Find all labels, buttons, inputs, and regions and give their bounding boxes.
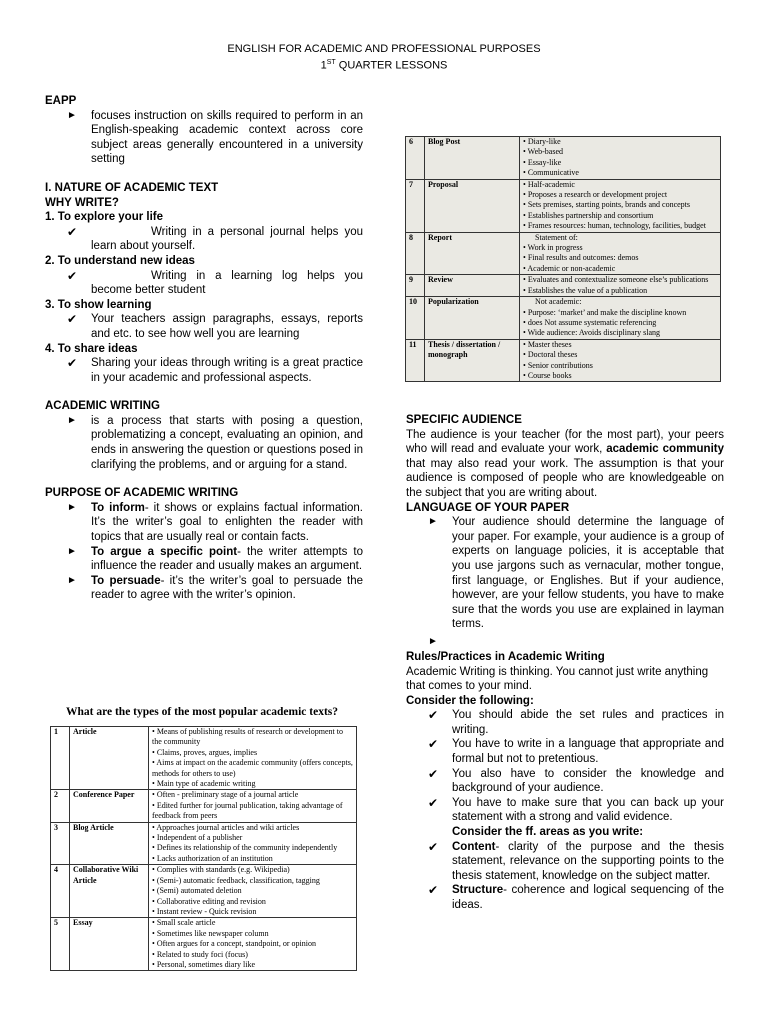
row-number: 3 [51, 822, 70, 865]
list-item-text: Evaluates and contextualize someone else’s publications [527, 275, 709, 285]
list-item [523, 211, 717, 221]
purpose-item [45, 501, 363, 545]
list-item [523, 318, 717, 328]
list-item [152, 758, 353, 779]
arrow-icon: ► [428, 516, 438, 528]
purpose-item [45, 574, 363, 603]
arrow-icon: ► [67, 574, 77, 586]
list-item-text: Approaches journal articles and wiki articles [156, 822, 300, 832]
purpose-text: - the writer attempts to influence the reader and usually makes an argument. [91, 545, 363, 573]
list-item [152, 748, 353, 758]
list-item-text: Master theses [527, 339, 572, 349]
list-item [152, 960, 353, 970]
list-item-text: Defines its relationship of the community independently [156, 843, 338, 853]
text-type-name: Report [425, 232, 520, 275]
check-icon: ✔ [428, 839, 439, 854]
list-item [523, 264, 717, 274]
eapp-text: focuses instruction on skills required to perform in an English-speaking academic context across core subject areas generally encountered in a university setting [91, 109, 363, 166]
language-item [406, 515, 724, 632]
list-item [523, 328, 717, 338]
reason-text: Your teachers assign paragraphs, essays, reports and etc. to see how well you are learning [91, 313, 363, 340]
table-caption: What are the types of the most popular academic texts? [66, 706, 339, 718]
audience-paragraph [406, 428, 724, 501]
list-item-text: Essay-like [527, 157, 562, 167]
list-item [152, 779, 353, 789]
arrow-icon: ► [428, 635, 438, 647]
list-item-text: does Not assume systematic referencing [527, 317, 657, 327]
text-type-description [149, 822, 357, 865]
text-type-description [149, 790, 357, 822]
eapp-definition [45, 109, 363, 167]
audience-text: that may also read your work. The assumption is that your audience is composed of people who are knowledgeable on the subject that you are writing about. [406, 457, 724, 499]
check-icon: ✔ [428, 766, 439, 781]
list-item-text: Senior contributions [527, 360, 593, 370]
table-row [406, 339, 721, 382]
list-item [523, 253, 717, 263]
text-type-description [520, 297, 721, 340]
areas-heading: Consider the ff. areas as you write: [452, 826, 644, 839]
list-item [152, 950, 353, 960]
arrow-icon: ► [67, 414, 77, 426]
list-item-text: Aims at impact on the academic community (offers concepts, methods for others to use) [152, 758, 353, 778]
language-text: Your audience should determine the language of your paper. For example, your audience is a group of experts on language policies, it is acceptable that you use jargons such as vernacular, mother tongue, first language, or Englishes. But if your audience, however, are your fellow students, you have to make sure that the words you use are explained in layman terms. [452, 516, 724, 631]
reason-heading: 4. To share ideas [45, 342, 138, 355]
left-column [45, 94, 363, 603]
consider-text: You should abide the set rules and practices in writing. [452, 709, 724, 736]
table-row [406, 297, 721, 340]
text-type-description [520, 137, 721, 180]
document-subtitle [0, 56, 768, 73]
empty-bullet [406, 632, 724, 650]
reason-item [45, 356, 363, 385]
subtitle-ordinal: ST [326, 59, 336, 66]
list-item [523, 243, 717, 253]
list-item-text: Half-academic [527, 179, 575, 189]
list-item-text: Course books [527, 370, 572, 380]
check-icon: ✔ [428, 708, 439, 723]
check-icon: ✔ [428, 883, 439, 898]
purpose-text: - it’s the writer’s goal to persuade the reader to agree with the writer’s opinion. [91, 574, 363, 602]
cell-lead: Statement of: [535, 232, 578, 242]
list-item [152, 886, 353, 896]
list-item [152, 918, 353, 928]
list-item [523, 168, 717, 178]
list-item [152, 833, 353, 843]
text-type-name: Proposal [425, 179, 520, 232]
arrow-icon: ► [67, 545, 77, 557]
table-row [406, 137, 721, 180]
row-number: 10 [406, 297, 425, 340]
table-row [51, 865, 357, 918]
list-item [523, 340, 717, 350]
document-title: ENGLISH FOR ACADEMIC AND PROFESSIONAL PURPOSES [227, 43, 541, 55]
rules-heading: Rules/Practices in Academic Writing [406, 650, 605, 663]
list-item [523, 180, 717, 190]
row-number: 5 [51, 918, 70, 971]
list-item-text: (Semi-) automatic feedback, classification, tagging [156, 875, 320, 885]
list-item-text: Frames resources: human, technology, facilities, budget [527, 221, 706, 231]
reason-heading: 1. To explore your life [45, 211, 164, 224]
list-item-text: Final results and outcomes: demos [527, 253, 639, 263]
text-type-name: Essay [70, 918, 149, 971]
list-item-text: Diary-like [527, 137, 561, 146]
list-item [152, 929, 353, 939]
list-item [523, 308, 717, 318]
list-item [152, 823, 353, 833]
text-type-description [520, 275, 721, 297]
text-type-description [149, 918, 357, 971]
list-item-text: Purpose: ‘market’ and make the discipline known [527, 307, 687, 317]
list-item [152, 907, 353, 917]
list-item [152, 727, 353, 748]
list-item-text: Small scale article [156, 918, 216, 928]
list-item [523, 221, 717, 231]
row-number: 9 [406, 275, 425, 297]
area-term: Content [452, 840, 496, 853]
row-number: 6 [406, 137, 425, 180]
check-icon: ✔ [67, 312, 78, 327]
list-item [523, 190, 717, 200]
reason-item [45, 225, 363, 254]
purpose-term: To inform [91, 501, 145, 514]
list-item [523, 371, 717, 381]
list-item [523, 350, 717, 360]
consider-item [406, 767, 724, 796]
text-type-description [149, 865, 357, 918]
text-type-name: Blog Post [425, 137, 520, 180]
check-icon: ✔ [428, 737, 439, 752]
consider-heading: Consider the following: [406, 694, 534, 707]
list-item-text: Lacks authorization of an institution [156, 853, 273, 863]
subtitle-number: 1 [320, 59, 327, 72]
list-item-text: Complies with standards (e.g. Wikipedia) [156, 865, 290, 875]
list-item-text: Wide audience: Avoids disciplinary slang [527, 328, 661, 338]
row-number: 2 [51, 790, 70, 822]
list-item [523, 286, 717, 296]
purpose-heading: PURPOSE OF ACADEMIC WRITING [45, 487, 239, 500]
table-row [51, 727, 357, 790]
list-item-text: Often argues for a concept, standpoint, or opinion [156, 939, 316, 949]
list-item [523, 200, 717, 210]
text-type-name: Review [425, 275, 520, 297]
academic-text-types-table [50, 726, 357, 971]
list-item-text: Proposes a research or development project [527, 190, 668, 200]
list-item-text: Establishes the value of a publication [527, 285, 648, 295]
list-item-text: Work in progress [527, 243, 583, 253]
list-item [152, 790, 353, 800]
table-row [406, 179, 721, 232]
list-item-text: Edited further for journal publication, taking advantage of feedback from peers [152, 800, 343, 821]
list-item-text: Means of publishing results of research or development to the community [152, 727, 343, 747]
reason-item [45, 269, 363, 298]
list-item [152, 854, 353, 864]
list-item-text: Doctoral theses [527, 350, 578, 360]
eapp-heading: EAPP [45, 95, 77, 107]
list-item [152, 865, 353, 875]
list-item [523, 158, 717, 168]
area-item [406, 883, 724, 912]
text-type-name: Thesis / dissertation / monograph [425, 339, 520, 382]
check-icon: ✔ [428, 795, 439, 810]
list-item-text: Related to study foci (focus) [156, 949, 248, 959]
table-row [406, 275, 721, 297]
consider-item [406, 796, 724, 825]
list-item-text: Web-based [527, 147, 563, 157]
cell-lead: Not academic: [535, 297, 582, 307]
subtitle-text: QUARTER LESSONS [335, 59, 448, 72]
area-item [406, 840, 724, 884]
check-icon: ✔ [67, 268, 78, 283]
academic-writing-text: is a process that starts with posing a question, problematizing a concept, evaluating an opinion, and ends in answering the question or questions posed in clarifying the problems, and or arguing for a stand. [91, 414, 363, 471]
table-row [51, 790, 357, 822]
consider-item [406, 737, 724, 766]
reason-text: Writing in a learning log helps you become better student [91, 269, 363, 297]
row-number: 7 [406, 179, 425, 232]
list-item-text: Claims, proves, argues, implies [156, 747, 258, 757]
consider-text: You also have to consider the knowledge and background of your audience. [452, 767, 724, 795]
list-item-text: Main type of academic writing [156, 779, 256, 789]
consider-item [406, 708, 724, 737]
language-heading: LANGUAGE OF YOUR PAPER [406, 501, 570, 514]
purpose-term: To argue a specific point [91, 545, 238, 558]
list-item-text: Independent of a publisher [156, 833, 243, 843]
text-type-name: Article [70, 727, 149, 790]
area-text: - coherence and logical sequencing of the ideas. [452, 884, 724, 911]
academic-writing-heading: ACADEMIC WRITING [45, 400, 160, 413]
arrow-icon: ► [67, 109, 77, 121]
text-type-description [520, 339, 721, 382]
reason-heading: 2. To understand new ideas [45, 254, 195, 267]
text-type-name: Conference Paper [70, 790, 149, 822]
area-term: Structure [452, 884, 504, 897]
list-item [152, 897, 353, 907]
area-text: - clarity of the purpose and the thesis statement, relevance on the supporting points to the thesis statement, knowledge on the subject matter. [452, 840, 724, 882]
list-item [152, 843, 353, 853]
list-item-text: (Semi) automated deletion [156, 886, 242, 896]
reason-item [45, 312, 363, 341]
list-item-text: Instant review - Quick revision [156, 906, 257, 916]
text-type-description [520, 232, 721, 275]
purpose-text: - it shows or explains factual information. It’s the writer’s goal to enlighten the reader with topics that are usually real or contain facts. [91, 501, 364, 544]
list-item-text: Collaborative editing and revision [156, 896, 266, 906]
list-item [152, 801, 353, 822]
text-type-description [149, 727, 357, 790]
consider-text: You have to make sure that you can back up your statement with a strong and valid evidence. [452, 796, 724, 824]
check-icon: ✔ [67, 224, 78, 239]
academic-writing-definition [45, 414, 363, 472]
table-row [51, 918, 357, 971]
row-number: 11 [406, 339, 425, 382]
list-item-text: Personal, sometimes diary like [156, 959, 256, 969]
list-item-text: Establishes partnership and consortium [527, 210, 654, 220]
list-item-text: Academic or non-academic [527, 263, 616, 273]
text-type-name: Blog Article [70, 822, 149, 865]
list-item [523, 275, 717, 285]
list-item-text: Often - preliminary stage of a journal article [156, 790, 299, 800]
nature-heading: I. NATURE OF ACADEMIC TEXT [45, 181, 219, 194]
row-number: 4 [51, 865, 70, 918]
purpose-item [45, 545, 363, 574]
audience-bold-text: academic community [606, 443, 724, 456]
list-item-text: Sets premises, starting points, brands and concepts [527, 200, 691, 210]
rules-text: Academic Writing is thinking. You cannot just write anything that comes to your mind. [406, 665, 709, 693]
list-item [152, 939, 353, 949]
text-type-name: Collaborative Wiki Article [70, 865, 149, 918]
right-column [406, 413, 724, 913]
list-item-text: Communicative [527, 168, 579, 178]
reason-text: Writing in a personal journal helps you learn about yourself. [91, 225, 363, 253]
check-icon: ✔ [67, 356, 78, 371]
list-item [523, 137, 717, 147]
audience-text: The audience is your teacher (for the most part), your peers who will read and evaluate your work, [406, 428, 724, 456]
purpose-term: To persuade [91, 574, 161, 587]
consider-text: You have to write in a language that appropriate and formal but not to pretentious. [452, 738, 724, 766]
row-number: 8 [406, 232, 425, 275]
row-number: 1 [51, 727, 70, 790]
list-item [523, 147, 717, 157]
list-item [523, 361, 717, 371]
arrow-icon: ► [67, 501, 77, 513]
why-heading: WHY WRITE? [45, 196, 119, 209]
list-item [152, 876, 353, 886]
table-row [406, 232, 721, 275]
list-item-text: Sometimes like newspaper column [156, 928, 269, 938]
reason-text: Sharing your ideas through writing is a great practice in your academic and professional aspects. [91, 357, 363, 384]
reason-heading: 3. To show learning [45, 298, 152, 311]
text-type-description [520, 179, 721, 232]
text-type-name: Popularization [425, 297, 520, 340]
academic-text-types-table-continued [405, 136, 721, 382]
audience-heading: SPECIFIC AUDIENCE [406, 414, 522, 426]
table-row [51, 822, 357, 865]
